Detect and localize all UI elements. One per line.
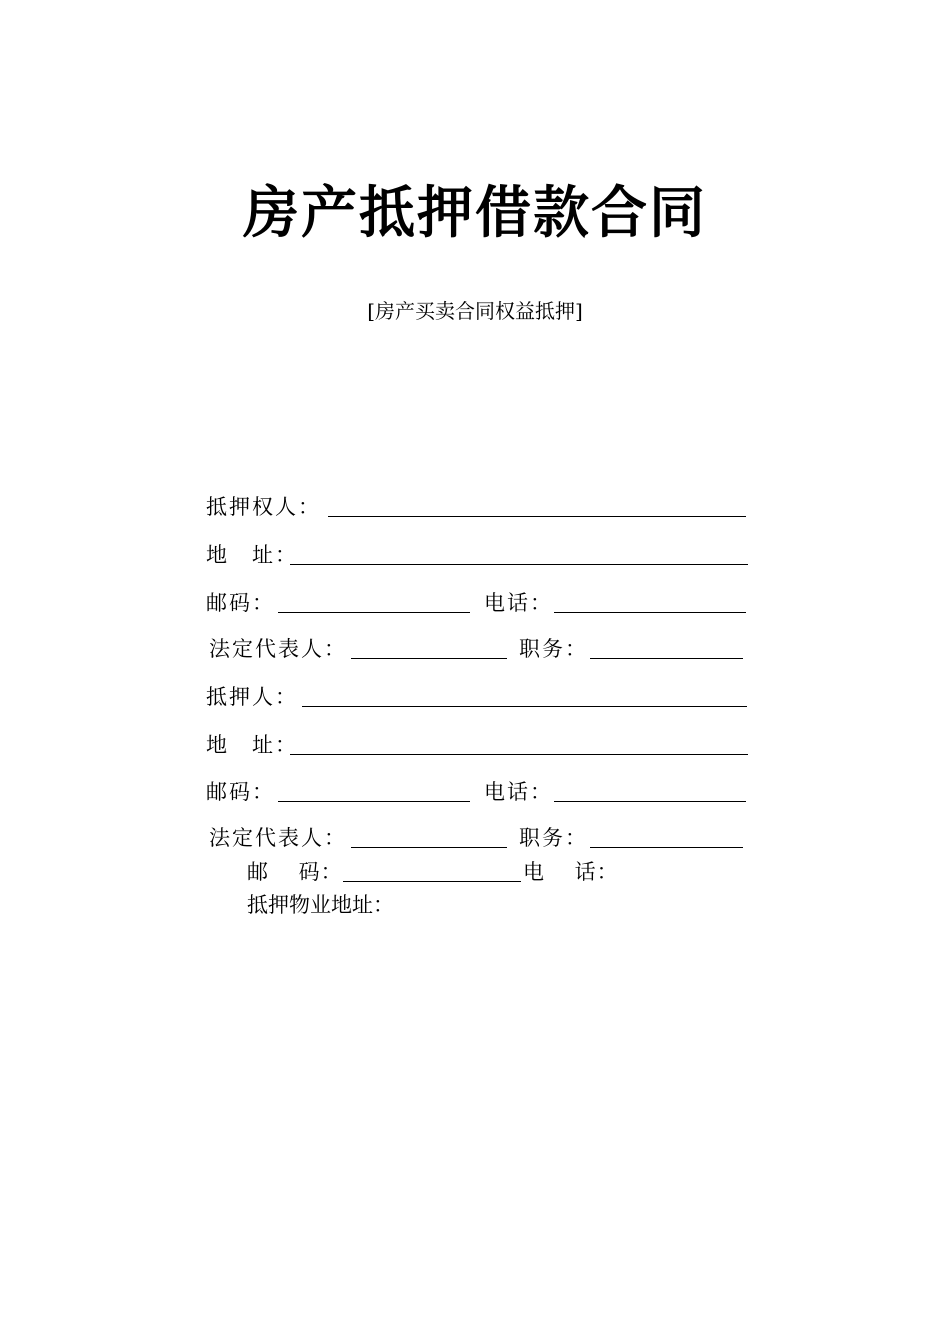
mortgagor-position-field[interactable] <box>590 847 743 848</box>
mortgagor-rep-label: 法定代表人： <box>209 826 347 850</box>
mortgagee-address-field[interactable] <box>290 564 748 565</box>
mortgagor-rep-field[interactable] <box>351 847 507 848</box>
mortgagee-name-row <box>206 492 751 522</box>
mortgagee-rep-row <box>209 634 754 664</box>
mortgagor-position-label: 职务： <box>519 826 588 850</box>
mortgagee-postcode-field[interactable] <box>278 612 470 613</box>
mortgagor-address-row <box>206 730 751 760</box>
mortgagor-postcode-field[interactable] <box>278 801 470 802</box>
mortgagor-contact-row <box>206 777 751 807</box>
extra-contact-row <box>247 857 647 887</box>
mortgagee-address-row <box>206 540 751 570</box>
mortgagee-address-label: 地 址： <box>206 543 298 567</box>
mortgagor-address-field[interactable] <box>290 754 748 755</box>
mortgagee-rep-field[interactable] <box>351 658 507 659</box>
mortgagor-name-row <box>206 682 751 712</box>
mortgagor-phone-label: 电话： <box>484 780 553 804</box>
extra-postcode-label: 邮 码： <box>247 860 343 884</box>
mortgagee-position-field[interactable] <box>590 658 743 659</box>
property-address-label: 抵押物业地址： <box>247 893 394 917</box>
mortgagee-position-label: 职务： <box>519 637 588 661</box>
extra-postcode-field[interactable] <box>343 881 521 882</box>
mortgagor-name-field[interactable] <box>302 706 747 707</box>
extra-phone-label: 电 话： <box>523 860 619 884</box>
mortgagor-postcode-label: 邮码： <box>206 780 275 804</box>
mortgagee-postcode-label: 邮码： <box>206 591 275 615</box>
document-subtitle: [房产买卖合同权益抵押] <box>367 299 583 323</box>
mortgagee-phone-field[interactable] <box>554 612 746 613</box>
mortgagee-phone-label: 电话： <box>484 591 553 615</box>
mortgagee-name-field[interactable] <box>328 516 746 517</box>
mortgagee-rep-label: 法定代表人： <box>209 637 347 661</box>
mortgagor-phone-field[interactable] <box>554 801 746 802</box>
mortgagor-rep-row <box>209 823 754 853</box>
mortgagor-address-label: 地 址： <box>206 733 298 757</box>
mortgagee-name-label: 抵押权人： <box>206 495 321 519</box>
mortgagee-contact-row <box>206 588 751 618</box>
mortgagor-name-label: 抵押人： <box>206 685 298 709</box>
document-title: 房产抵押借款合同 <box>243 181 707 246</box>
